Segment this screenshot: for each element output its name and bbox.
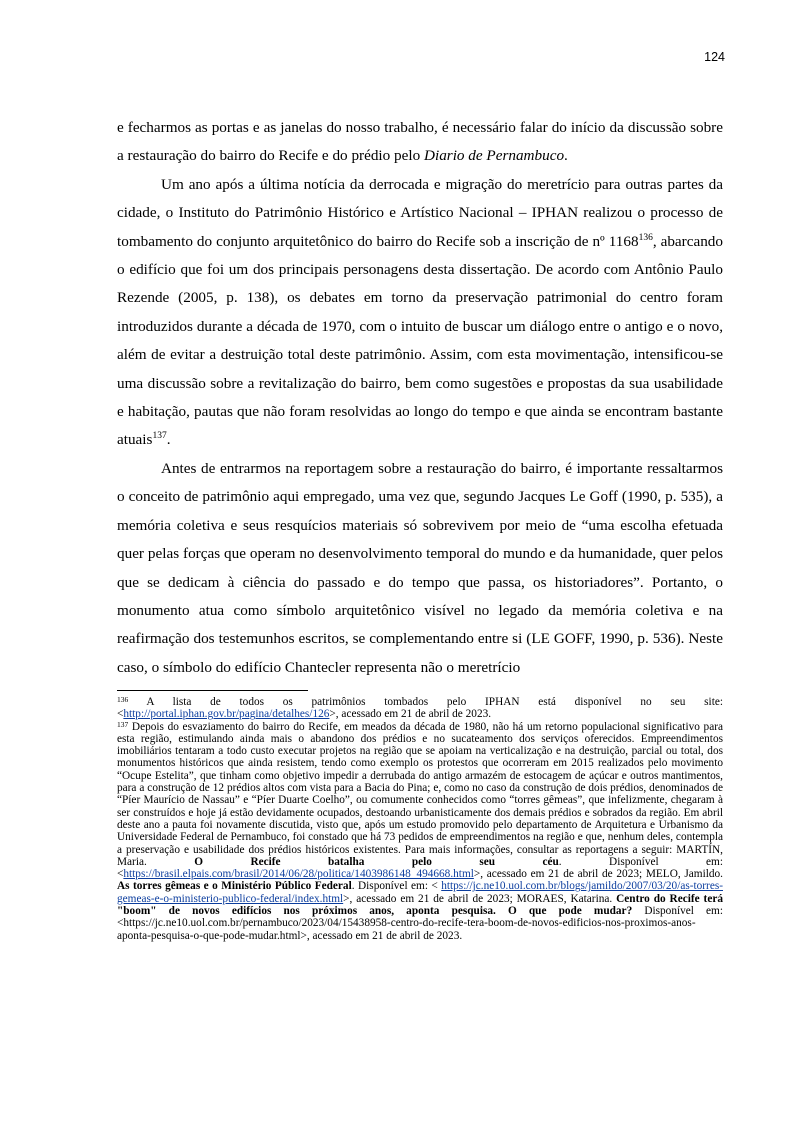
footnotes (117, 696, 723, 942)
article-title-1: O Recife batalha pelo seu céu (194, 855, 559, 868)
paragraph-2: Um ano após a última notícia da derrocada e migração do meretrício para outras partes da cidade, o Instituto do Patrimônio Histórico e Artístico Nacional – IPHAN realizou o processo de tombamento do conjunto arquitetônico do bairro do Recife sob a inscrição de nº 1168$^{136}$, abarcando o edifício que foi um dos principais personagens desta dissertação. De acordo com Antônio Paulo Rezende (2005, p. 138), os debates em torno da preservação patrimonial do centro foram introduzidos durante a década de 1970, com o intuito de buscar um diálogo entre o antigo e o novo, além de evitar a destruição total deste patrimônio. Assim, com esta movimentação, intensificou-se uma discussão sobre a revitalização do bairro, bem como sugestões e propostas da sua usabilidade e habitação, pautas que não foram resolvidas ao longo do tempo e que ainda se encontram bastante atuais$^{137}$. (117, 175, 723, 449)
article-title-2: As torres gêmeas e o Ministério Público Federal (117, 880, 352, 893)
paragraph-1: e fecharmos as portas e as janelas do nosso trabalho, é necessário falar do início da discussão sobre a restauração do bairro do Recife e do prédio pelo Diario de Pernambuco. (117, 119, 723, 165)
page-number: 124 (704, 50, 725, 64)
footnote-136: $^{136}$ A lista de todos os patrimônios tombados pelo IPHAN está disponível no seu site: <http://portal.iphan.gov.br/pagina/detalhes/126>, acessado em 21 de abril de 2023. (117, 695, 723, 721)
footnote-ref-137[interactable]: 137 (152, 431, 167, 442)
elpais-link[interactable]: https://brasil.elpais.com/brasil/2014/06/28/politica/1403986148_494668.html (123, 868, 474, 881)
jc-blog-link[interactable]: https://jc.ne10.uol.com.br/blogs/jamildo/2007/03/20/as-torres-gemeas-e-o-ministerio-publico-federal/index.html (117, 880, 723, 905)
newspaper-title: Diario de Pernambuco (424, 147, 565, 165)
footnote-separator (117, 690, 308, 691)
iphan-link[interactable]: http://portal.iphan.gov.br/pagina/detalhes/126 (123, 708, 330, 721)
body-text (117, 114, 723, 682)
footnote-137: $^{137}$ Depois do esvaziamento do bairro do Recife, em meados da década de 1980, não há um retorno populacional significativo para esta região, estimulando ainda mais o abandono dos prédios e no sucateamento dos serviços oferecidos. Empreendimentos imobiliários tentaram a todo custo executar projetos na região que se apoiam na verticalização e na destruição, parcial ou total, dos monumentos históricos que ainda resistem, tendo como exemplo os protestos que ocorreram em 2015 realizados pelo movimento “Ocupe Estelita”, que tinham como objetivo impedir a derrubada do antigo armazém de estocagem de açúcar e outros mantimentos, para a construção de 12 prédios altos com vista para a Bacia do Pina; e, como no caso da construção de dois prédios, denominados de “Píer Maurício de Nassau” e “Píer Duarte Coelho”, ou comumente conhecidos como “torres gêmeas”, que infelizmente, chegaram à ser construídos e hoje já estão devidamente ocupados, destoando urbanisticamente dos demais prédios e sobrados da região. Em abril deste ano a pauta foi novamente discutida, visto que, após um estudo promovido pelo departamento de Arquitetura e Urbanismo da Universidade Federal de Pernambuco, foi constado que há 73 pedidos de empreendimentos na região e que, nenhum deles, contempla a preservação e usabilidade dos prédios históricos existentes. Para mais informações, consultar as reportagens a seguir: MARTÍN, Maria. O Recife batalha pelo seu céu. Disponível em: <https://brasil.elpais.com/brasil/2014/06/28/politica/1403986148_494668.html>, acessado em 21 de abril de 2023; MELO, Jamildo. As torres gêmeas e o Ministério Público Federal. Disponível em: < https://jc.ne10.uol.com.br/blogs/jamildo/2007/03/20/as-torres-gemeas-e-o-ministerio-publico-federal/index.html>, acessado em 21 de abril de 2023; MORAES, Katarina. Centro do Recife terá "boom" de novos edifícios nos próximos anos, aponta pesquisa. O que pode mudar? Disponível em: <https://jc.ne10.uol.com.br/pernambuco/2023/04/15438958-centro-do-recife-tera-boom-de-novos-edificios-nos-proximos-anos-aponta-pesquisa-o-que-pode-mudar.html>, acessado em 21 de abril de 2023. (117, 719, 723, 942)
article-title-3: Centro do Recife terá "boom" de novos edifícios nos próximos anos, aponta pesquisa. O que pode mudar? (117, 892, 723, 918)
footnote-ref-136[interactable]: 136 (638, 232, 653, 243)
paragraph-3: Antes de entrarmos na reportagem sobre a restauração do bairro, é importante ressaltarmos o conceito de patrimônio aqui empregado, uma vez que, segundo Jacques Le Goff (1990, p. 535), a memória coletiva e seus resquícios materiais só sobrevivem por meio de “uma escolha efetuada quer pelas forças que operam no desenvolvimento temporal do mundo e da humanidade, quer pelos que se dedicam à ciência do passado e do tempo que passa, os historiadores”. Portanto, o monumento atua como símbolo arquitetônico visível no legado da memória coletiva e na reafirmação dos testemunhos escritos, se complementando entre si (LE GOFF, 1990, p. 536). Neste caso, o símbolo do edifício Chantecler representa não o meretrício (117, 459, 723, 676)
